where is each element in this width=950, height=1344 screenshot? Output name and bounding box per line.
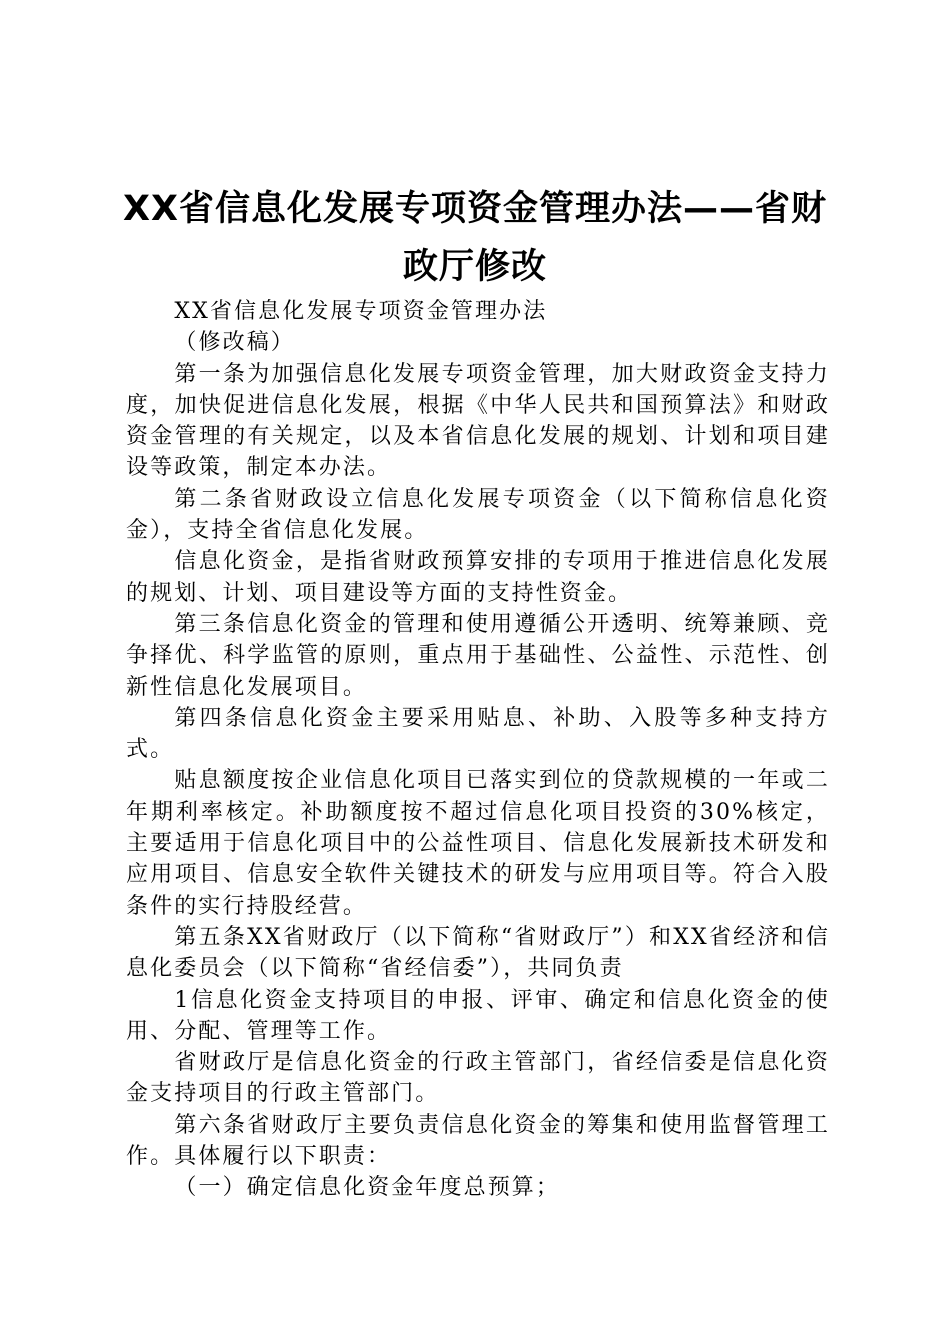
document-edition-note: （修改稿） [174, 330, 295, 356]
paragraph-definition: 信息化资金，是指省财政预算安排的专项用于推进信息化发展的规划、计划、项目建设等方面的支持性资金。 [126, 549, 830, 606]
document-body [126, 296, 830, 1204]
paragraph-departments: 省财政厅是信息化资金的行政主管部门，省经信委是信息化资金支持项目的行政主管部门。 [126, 1050, 830, 1107]
paragraph-article-3: 第三条信息化资金的管理和使用遵循公开透明、统筹兼顾、竞争择优、科学监管的原则，重点用于基础性、公益性、示范性、创新性信息化发展项目。 [126, 611, 830, 700]
paragraph-article-1: 第一条为加强信息化发展专项资金管理，加大财政资金支持力度，加快促进信息化发展，根据《中华人民共和国预算法》和财政资金管理的有关规定，以及本省信息化发展的规划、计划和项目建设等政策，制定本办法。 [126, 361, 830, 481]
document-title-line-1: XX省信息化发展专项资金管理办法——省财 [123, 189, 827, 229]
paragraph-duty-1: （一）确定信息化资金年度总预算； [174, 1175, 560, 1201]
document-title-line-2: 政厅修改 [402, 247, 547, 287]
paragraph-article-4: 第四条信息化资金主要采用贴息、补助、入股等多种支持方式。 [126, 705, 830, 763]
paragraph-subsidy-rules: 贴息额度按企业信息化项目已落实到位的贷款规模的一年或二年期利率核定。补助额度按不超过信息化项目投资的30%核定，主要适用于信息化项目中的公益性项目、信息化发展新技术研发和应用项目、信息安全软件关键技术的研发与应用项目等。符合入股条件的实行持股经营。 [126, 768, 830, 919]
document-subtitle: XX省信息化发展专项资金管理办法 [174, 299, 548, 324]
paragraph-article-5: 第五条XX省财政厅（以下简称“省财政厅”）和XX省经济和信息化委员会（以下简称“省经信委”），共同负责 [126, 924, 830, 982]
paragraph-article-2: 第二条省财政设立信息化发展专项资金（以下简称信息化资金），支持全省信息化发展。 [126, 486, 830, 544]
paragraph-article-5-continued: 1信息化资金支持项目的申报、评审、确定和信息化资金的使用、分配、管理等工作。 [126, 987, 830, 1044]
paragraph-article-6: 第六条省财政厅主要负责信息化资金的筹集和使用监督管理工作。具体履行以下职责： [126, 1112, 830, 1170]
